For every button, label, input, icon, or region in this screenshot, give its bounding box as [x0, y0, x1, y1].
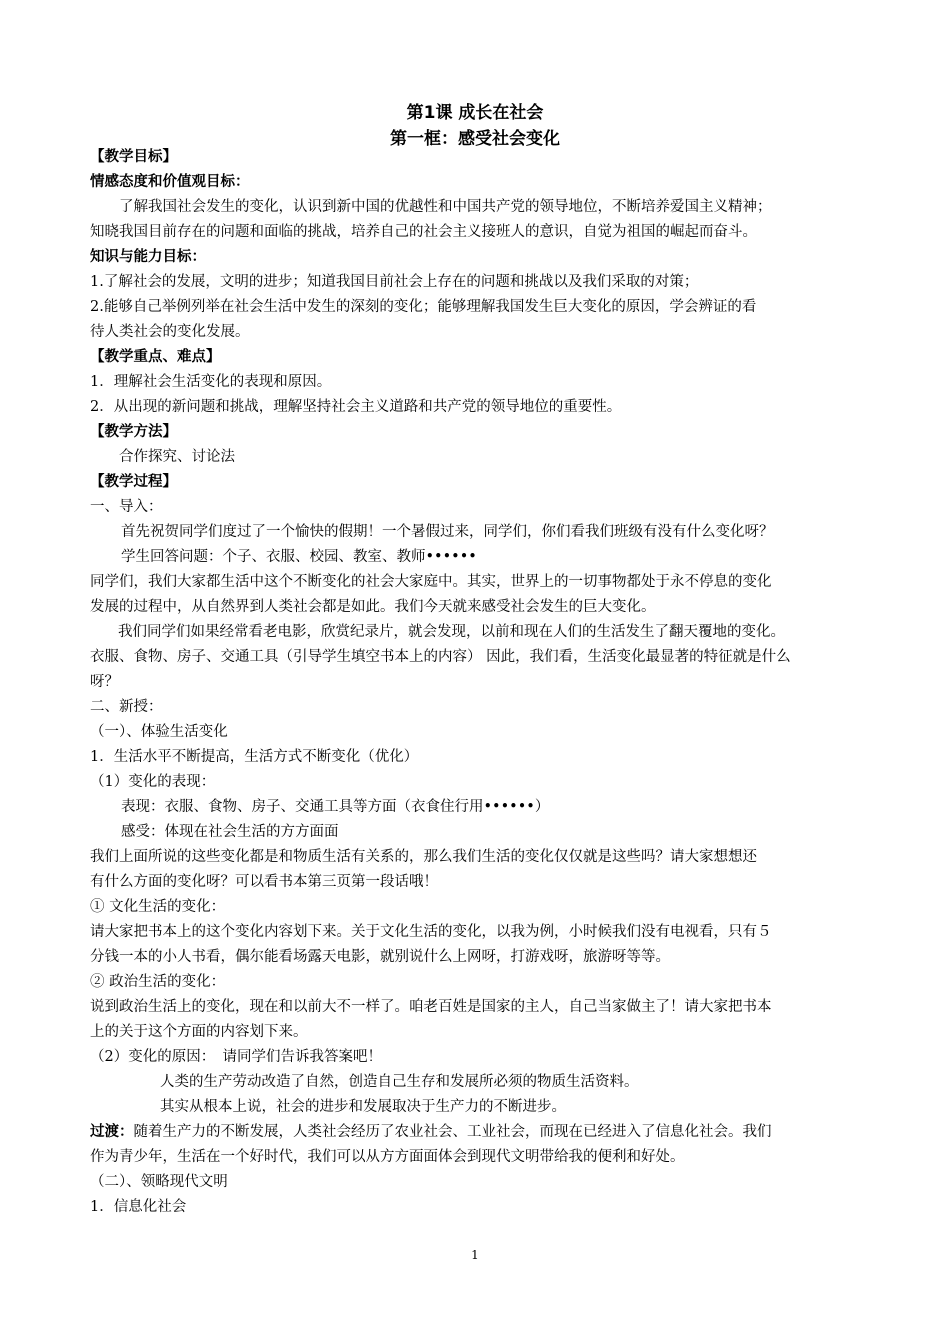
section-subtitle: 第一框：感受社会变化	[390, 129, 560, 149]
paragraph-line: 发展的过程中，从自然界到人类社会都是如此。我们今天就来感受社会发生的巨大变化。	[90, 599, 656, 615]
paragraph-line: 1．信息化社会	[90, 1199, 187, 1215]
transition-label: 过渡：	[90, 1124, 134, 1140]
transition-line	[90, 1122, 772, 1142]
paragraph-line: 1．理解社会生活变化的表现和原因。	[90, 374, 332, 390]
heading-process: 【教学过程】	[90, 474, 177, 490]
paragraph-line: 我们上面所说的这些变化都是和物质生活有关系的，那么我们生活的变化仅仅就是这些吗？请大家想想还	[90, 849, 757, 865]
paragraph-line: 感受：体现在社会生活的方方面面	[121, 824, 339, 840]
paragraph-line: 其实从根本上说，社会的进步和发展取决于生产力的不断进步。	[160, 1099, 566, 1115]
subheading-knowledge-goals: 知识与能力目标：	[90, 249, 206, 265]
paragraph-line: （1）变化的表现：	[90, 774, 216, 790]
paragraph-line: 2.能够自己举例列举在社会生活中发生的深刻的变化；能够理解我国发生巨大变化的原因，学会辨证的看	[90, 299, 757, 315]
paragraph-line: 有什么方面的变化呀？可以看书本第三页第一段话哦！	[90, 874, 438, 890]
paragraph-line: （二）、领略现代文明	[90, 1174, 228, 1190]
paragraph-line: 分钱一本的小人书看，偶尔能看场露天电影，就别说什么上网呀，打游戏呀，旅游呀等等。	[90, 949, 670, 965]
heading-key-points: 【教学重点、难点】	[90, 349, 221, 365]
paragraph-line: 学生回答问题：个子、衣服、校园、教室、教师••••••	[121, 549, 477, 565]
paragraph-line: 合作探究、讨论法	[119, 449, 235, 465]
paragraph-line: 我们同学们如果经常看老电影，欣赏纪录片，就会发现，以前和现在人们的生活发生了翻天覆地的变化。	[118, 624, 785, 640]
paragraph-line: 请大家把书本上的这个变化内容划下来。关于文化生活的变化，以我为例，小时候我们没有电视看，只有５	[90, 924, 772, 940]
paragraph-line: 说到政治生活上的变化，现在和以前大不一样了。咱老百姓是国家的主人，自己当家做主了！请大家把书本	[90, 999, 772, 1015]
paragraph-line: 2．从出现的新问题和挑战，理解坚持社会主义道路和共产党的领导地位的重要性。	[90, 399, 622, 415]
paragraph-line: 衣服、食物、房子、交通工具（引导学生填空书本上的内容） 因此，我们看，生活变化最显著的特征就是什么	[90, 649, 791, 665]
paragraph-line: 了解我国社会发生的变化，认识到新中国的优越性和中国共产党的领导地位，不断培养爱国主义精神；	[119, 199, 772, 215]
paragraph-line: 作为青少年，生活在一个好时代，我们可以从方方面面体会到现代文明带给我的便利和好处。	[90, 1149, 685, 1165]
paragraph-line: 二、新授：	[90, 699, 163, 715]
paragraph-line: （2）变化的原因： 请同学们告诉我答案吧！	[90, 1049, 382, 1065]
page-number: 1	[471, 1248, 479, 1262]
paragraph-line: 1.了解社会的发展，文明的进步；知道我国目前社会上存在的问题和挑战以及我们采取的对策；	[90, 274, 699, 290]
heading-teaching-goals: 【教学目标】	[90, 149, 177, 165]
paragraph-line: （一）、体验生活变化	[90, 724, 228, 740]
paragraph-line: 同学们，我们大家都生活中这个不断变化的社会大家庭中。其实，世界上的一切事物都处于永不停息的变化	[90, 574, 772, 590]
heading-methods: 【教学方法】	[90, 424, 177, 440]
paragraph-line: 一、导入：	[90, 499, 163, 515]
paragraph-line: 待人类社会的变化发展。	[90, 324, 250, 340]
subheading-values-goals: 情感态度和价值观目标：	[90, 174, 250, 190]
paragraph-line: 呀？	[90, 674, 119, 690]
paragraph-line: 上的关于这个方面的内容划下来。	[90, 1024, 308, 1040]
paragraph-line: 首先祝贺同学们度过了一个愉快的假期！一个暑假过来，同学们，你们看我们班级有没有什么变化呀？	[121, 524, 774, 540]
paragraph-line: 人类的生产劳动改造了自然，创造自己生存和发展所必须的物质生活资料。	[160, 1074, 639, 1090]
paragraph-line: 知晓我国目前存在的问题和面临的挑战，培养自己的社会主义接班人的意识，自觉为祖国的崛起而奋斗。	[90, 224, 757, 240]
paragraph-line: 1．生活水平不断提高，生活方式不断变化（优化）	[90, 749, 419, 765]
transition-text: 随着生产力的不断发展，人类社会经历了农业社会、工业社会，而现在已经进入了信息化社会。我们	[133, 1124, 772, 1140]
paragraph-line: 表现：衣服、食物、房子、交通工具等方面（衣食住行用••••••）	[121, 799, 550, 815]
lesson-title: 第1课 成长在社会	[406, 103, 544, 123]
paragraph-line: ② 政治生活的变化：	[90, 974, 226, 990]
paragraph-line: ① 文化生活的变化：	[90, 899, 226, 915]
